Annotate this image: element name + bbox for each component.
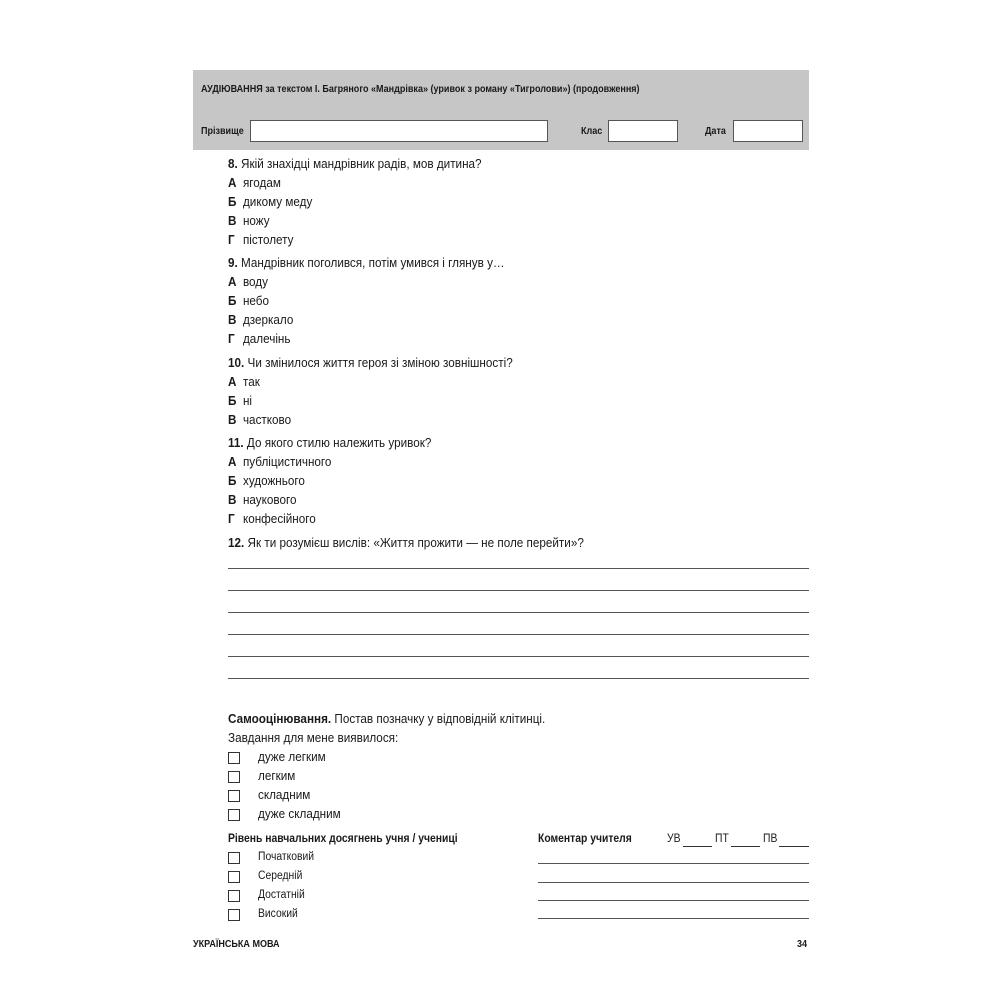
option-9a[interactable] (228, 274, 268, 289)
checkbox-very-difficult[interactable] (228, 809, 240, 821)
checkbox-label: складним (258, 787, 311, 802)
uv-label: УВ (667, 833, 681, 845)
question-number: 9. (228, 255, 238, 270)
question-text: Якій знахідці мандрівник радів, мов дитина? (241, 156, 482, 171)
class-field[interactable] (608, 120, 678, 142)
level-label: Високий (258, 908, 298, 920)
option-10a[interactable] (228, 374, 260, 389)
checkbox-easy[interactable] (228, 771, 240, 783)
option-letter: Г (228, 232, 235, 247)
option-text: дикому меду (242, 194, 313, 209)
option-text: ягодам (242, 175, 281, 190)
option-11a[interactable] (228, 454, 331, 469)
self-assessment-heading (228, 711, 545, 726)
option-11d[interactable] (228, 511, 316, 526)
date-field[interactable] (733, 120, 803, 142)
level-label: Середній (258, 870, 303, 882)
option-8b[interactable] (228, 194, 312, 209)
level-label: Початковий (258, 851, 315, 863)
question-number: 12. (228, 535, 245, 550)
checkbox-difficult[interactable] (228, 790, 240, 802)
comment-line[interactable] (538, 918, 809, 919)
question-text: Чи змінилося життя героя зі зміною зовнішності? (247, 355, 513, 370)
option-9c[interactable] (228, 312, 293, 327)
teacher-comment-label: Коментар учителя (538, 833, 632, 845)
option-text: ні (242, 393, 253, 408)
level-label: Достатній (258, 889, 305, 901)
question-11 (228, 435, 431, 450)
checkbox-level-sufficient[interactable] (228, 890, 240, 902)
option-11c[interactable] (228, 492, 297, 507)
surname-label: Прізвище (201, 125, 244, 137)
answer-line[interactable] (228, 634, 809, 635)
answer-line[interactable] (228, 678, 809, 679)
question-text: До якого стилю належить уривок? (246, 435, 432, 450)
option-11b[interactable] (228, 473, 305, 488)
answer-line[interactable] (228, 568, 809, 569)
pt-label: ПТ (715, 833, 729, 845)
option-text: публіцистичного (242, 454, 332, 469)
answer-line[interactable] (228, 656, 809, 657)
option-text: частково (242, 412, 292, 427)
date-label: Дата (705, 125, 726, 137)
question-number: 11. (228, 435, 244, 450)
question-number: 10. (228, 355, 245, 370)
option-text: воду (242, 274, 268, 289)
pv-label: ПВ (763, 833, 778, 845)
header-band (193, 70, 809, 150)
uv-score-field[interactable] (683, 846, 712, 847)
question-text: Мандрівник поголився, потім умився і глянув у… (241, 255, 505, 270)
option-letter: В (228, 213, 237, 228)
option-9b[interactable] (228, 293, 269, 308)
option-letter: Б (228, 473, 237, 488)
checkbox-label: дуже складним (258, 806, 341, 821)
option-letter: Г (228, 511, 235, 526)
option-letter: Б (228, 393, 237, 408)
worksheet-title: АУДІЮВАННЯ за текстом І. Багряного «Мандрівка» (уривок з роману «Тигролови») (продовження) (201, 83, 640, 95)
answer-line[interactable] (228, 590, 809, 591)
option-8a[interactable] (228, 175, 281, 190)
option-letter: А (228, 374, 237, 389)
checkbox-level-initial[interactable] (228, 852, 240, 864)
checkbox-very-easy[interactable] (228, 752, 240, 764)
comment-line[interactable] (538, 900, 809, 901)
question-text: Як ти розумієш вислів: «Життя прожити — не поле перейти»? (247, 535, 584, 550)
option-letter: А (228, 454, 237, 469)
checkbox-level-high[interactable] (228, 909, 240, 921)
answer-line[interactable] (228, 612, 809, 613)
option-letter: Б (228, 194, 237, 209)
option-letter: В (228, 312, 237, 327)
option-10b[interactable] (228, 393, 252, 408)
option-letter: А (228, 175, 237, 190)
question-12 (228, 535, 584, 550)
option-text: конфесійного (242, 511, 316, 526)
question-9 (228, 255, 505, 270)
option-text: так (242, 374, 260, 389)
pv-score-field[interactable] (779, 846, 809, 847)
option-9d[interactable] (228, 331, 290, 346)
self-assessment-instruction: Постав позначку у відповідній клітинці. (334, 711, 546, 726)
question-number: 8. (228, 156, 238, 171)
option-text: небо (242, 293, 270, 308)
option-letter: В (228, 412, 237, 427)
option-letter: Б (228, 293, 237, 308)
surname-field[interactable] (250, 120, 548, 142)
question-10 (228, 355, 513, 370)
option-letter: Г (228, 331, 235, 346)
option-letter: В (228, 492, 237, 507)
option-text: далечінь (242, 331, 291, 346)
page-number: 34 (797, 938, 808, 950)
option-text: ножу (242, 213, 270, 228)
option-text: художнього (242, 473, 305, 488)
option-10c[interactable] (228, 412, 291, 427)
class-label: Клас (581, 125, 603, 137)
question-8 (228, 156, 482, 171)
comment-line[interactable] (538, 863, 809, 864)
self-assessment-prompt: Завдання для мене виявилося: (228, 730, 399, 745)
achievement-title: Рівень навчальних досягнень учня / учениці (228, 833, 458, 845)
comment-line[interactable] (538, 882, 809, 883)
option-text: наукового (242, 492, 297, 507)
option-text: пістолету (242, 232, 294, 247)
option-letter: А (228, 274, 237, 289)
option-text: дзеркало (242, 312, 294, 327)
checkbox-label: дуже легким (258, 749, 326, 764)
option-8d[interactable] (228, 232, 294, 247)
self-assessment-title: Самооцінювання. (228, 711, 332, 726)
footer-subject: УКРАЇНСЬКА МОВА (193, 938, 280, 950)
option-8c[interactable] (228, 213, 270, 228)
checkbox-label: легким (258, 768, 296, 783)
checkbox-level-medium[interactable] (228, 871, 240, 883)
pt-score-field[interactable] (731, 846, 760, 847)
